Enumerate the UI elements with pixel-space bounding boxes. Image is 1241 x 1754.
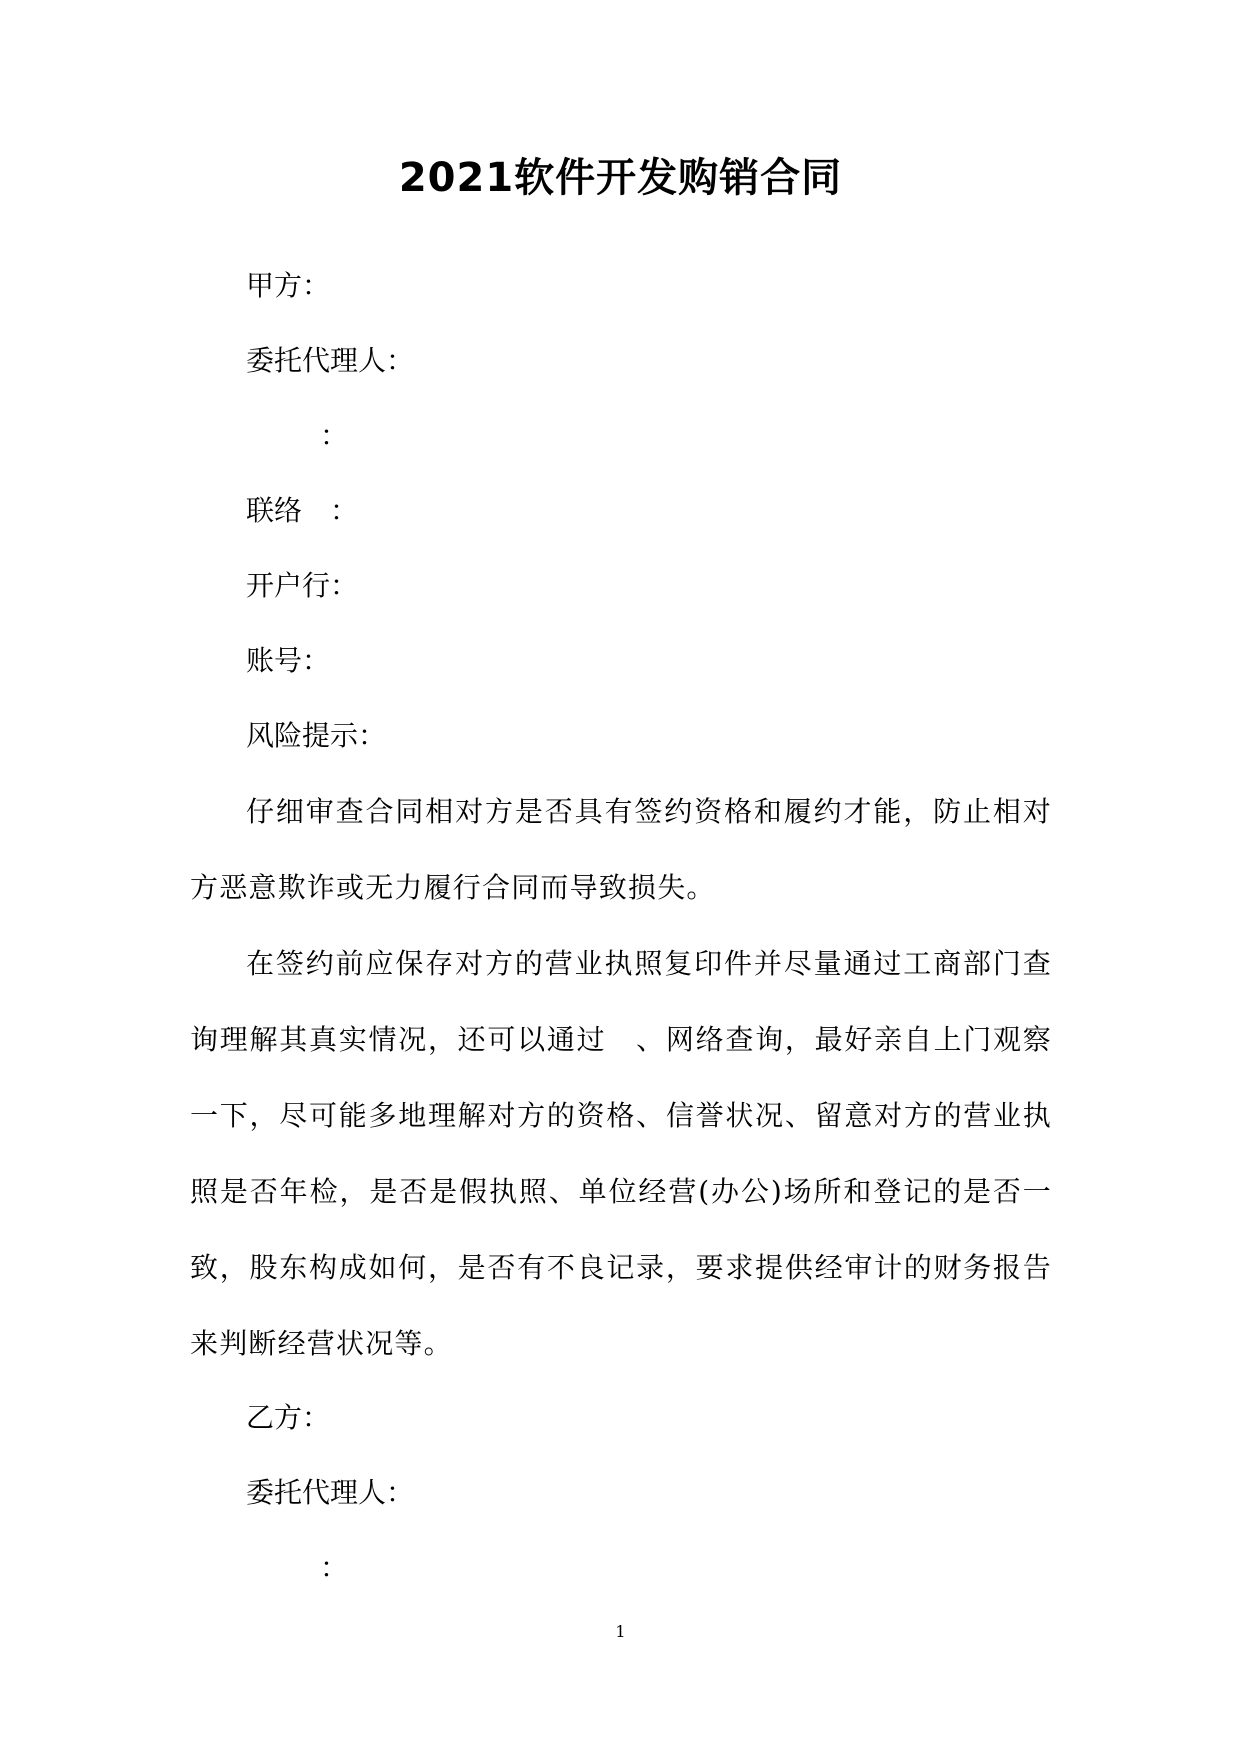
party-b-label: 乙方： (246, 1401, 331, 1434)
party-b-agent-label: 委托代理人： (246, 1476, 415, 1509)
party-a-bank-label: 开户行： (246, 569, 359, 602)
party-a-contact-label: 联络 ： (246, 494, 359, 527)
page-number: 1 (615, 1622, 626, 1641)
party-a-label: 甲方： (246, 269, 331, 302)
risk-heading: 风险提示： (246, 719, 387, 752)
risk-paragraph-1: 仔细审查合同相对方是否具有签约资格和履约才能，防止相对方恶意欺诈或无力履行合同而导致损失。 (190, 795, 1052, 904)
document-title: 2021软件开发购销合同 (398, 155, 843, 201)
risk-paragraph-2: 在签约前应保存对方的营业执照复印件并尽量通过工商部门查询理解其真实情况，还可以通过 、网络查询，最好亲自上门观察一下，尽可能多地理解对方的资格、信誉状况、留意对方的营业执照是否年检，是否是假执照、单位经营(办公)场所和登记的是否一致，股东构成如何，是否有不良记录，要求提供经审计的财务报告来判断经营状况等。 (190, 947, 1052, 1360)
party-a-account-label: 账号： (246, 644, 331, 677)
party-a-agent-label: 委托代理人： (246, 344, 415, 377)
party-b-blank-label: ： (320, 1551, 349, 1584)
party-a-blank-label: ： (320, 419, 349, 452)
